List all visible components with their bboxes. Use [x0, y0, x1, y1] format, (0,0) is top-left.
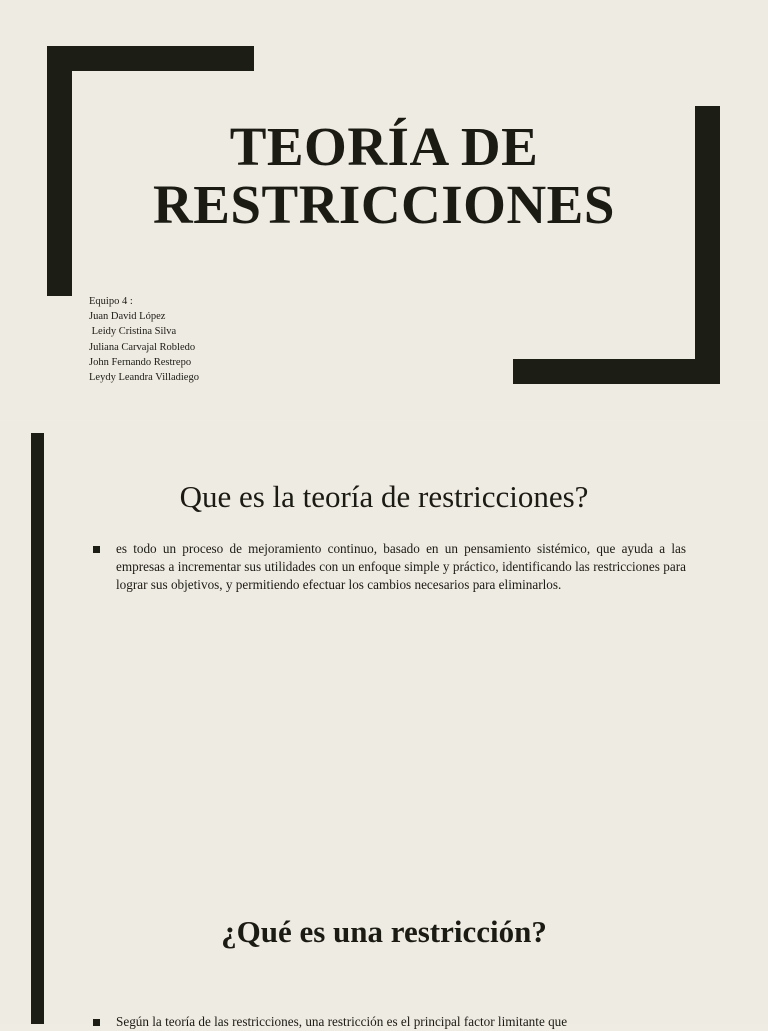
frame-bracket-top	[47, 46, 254, 71]
bullet-list	[90, 540, 686, 593]
team-label: Equipo 4 :	[89, 296, 133, 307]
team-member: Leydy Leandra Villadiego	[89, 372, 199, 384]
slide-heading: Que es la teoría de restricciones?	[179, 479, 589, 514]
slide-title-line-2: RESTRICCIONES	[153, 174, 615, 235]
team-member: Juan David López	[89, 311, 166, 323]
title-slide	[0, 0, 768, 420]
frame-bracket-right	[695, 106, 720, 384]
list-item	[90, 540, 686, 593]
slide-heading: ¿Qué es una restricción?	[221, 914, 547, 949]
slide-title	[100, 118, 668, 234]
team-members	[89, 294, 199, 385]
slide-title-line-1: TEORÍA DE	[229, 116, 539, 177]
restriction-slide	[0, 865, 768, 1029]
bullet-text: Según la teoría de las restricciones, una restricción es el principal factor limitante que	[116, 1014, 568, 1029]
team-member: Juliana Carvajal Robledo	[89, 341, 196, 353]
square-bullet-icon	[93, 546, 100, 553]
team-member: John Fernando Restrepo	[89, 356, 192, 368]
square-bullet-icon	[93, 1019, 100, 1026]
definition-slide	[0, 421, 768, 865]
frame-bracket-left	[47, 46, 72, 296]
sidebar-accent-bar	[31, 865, 44, 1024]
team-member: Leidy Cristina Silva	[89, 326, 177, 338]
frame-bracket-bottom	[513, 359, 720, 384]
sidebar-accent-bar	[31, 433, 44, 865]
list-item	[90, 1013, 686, 1031]
bullet-text: es todo un proceso de mejoramiento continuo, basado en un pensamiento sistémico, que ayuda a las empresas a incrementar sus utilidades con un enfoque simple y práctico, identificando las restricciones para lograr sus objetivos, y permitiendo efectuar los cambios necesarios para eliminarlos.	[116, 541, 686, 592]
bullet-list	[90, 1013, 686, 1031]
